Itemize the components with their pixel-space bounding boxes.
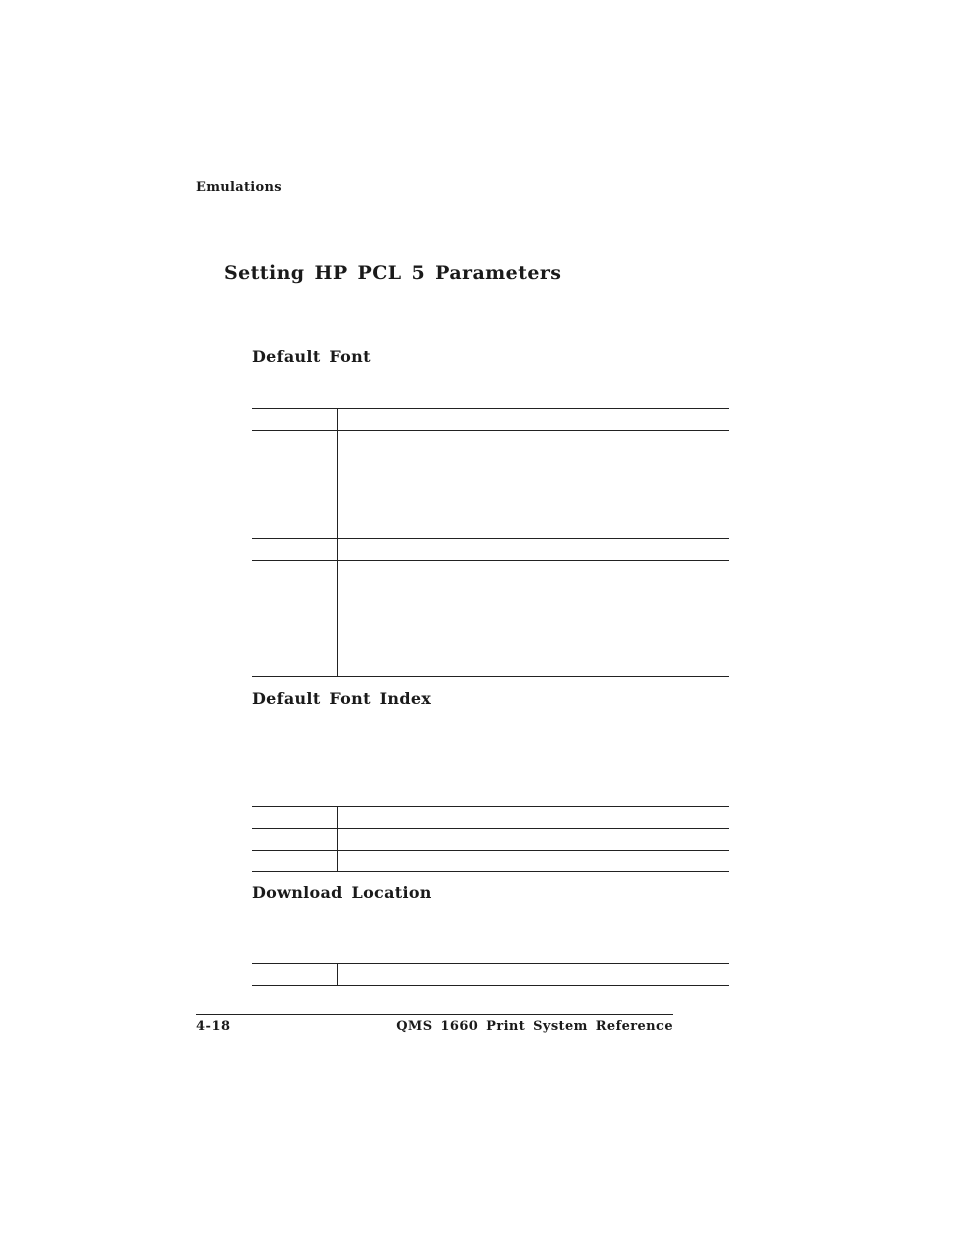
download-location-table xyxy=(252,963,729,986)
book-title: QMS 1660 Print System Reference xyxy=(396,1019,673,1034)
footer-rule xyxy=(196,1014,673,1015)
table-cell-key xyxy=(252,431,338,539)
table-cell-value xyxy=(338,964,730,986)
table-cell-key xyxy=(252,829,338,851)
table-row xyxy=(252,851,729,872)
page-number: 4-18 xyxy=(196,1019,231,1034)
table-cell-key xyxy=(252,964,338,986)
table-row xyxy=(252,539,729,561)
table-cell-value xyxy=(338,807,730,829)
table-cell-value xyxy=(338,829,730,851)
table-row xyxy=(252,807,729,829)
page-title: Setting HP PCL 5 Parameters xyxy=(224,262,562,284)
table-row xyxy=(252,431,729,539)
table-cell-key xyxy=(252,851,338,872)
table-cell-key xyxy=(252,561,338,677)
running-head: Emulations xyxy=(196,180,282,195)
section-heading-default-font-index: Default Font Index xyxy=(252,689,432,708)
table-cell-value xyxy=(338,539,730,561)
table-row xyxy=(252,964,729,986)
table-cell-value xyxy=(338,851,730,872)
default-font-table xyxy=(252,408,729,677)
table-cell-key xyxy=(252,807,338,829)
table-cell-key xyxy=(252,409,338,431)
section-heading-download-location: Download Location xyxy=(252,883,432,902)
default-font-index-table xyxy=(252,806,729,872)
section-heading-default-font: Default Font xyxy=(252,347,371,366)
table-row xyxy=(252,409,729,431)
table-cell-value xyxy=(338,409,730,431)
table-cell-value xyxy=(338,561,730,677)
table-row xyxy=(252,561,729,677)
table-cell-value xyxy=(338,431,730,539)
table-cell-key xyxy=(252,539,338,561)
table-row xyxy=(252,829,729,851)
